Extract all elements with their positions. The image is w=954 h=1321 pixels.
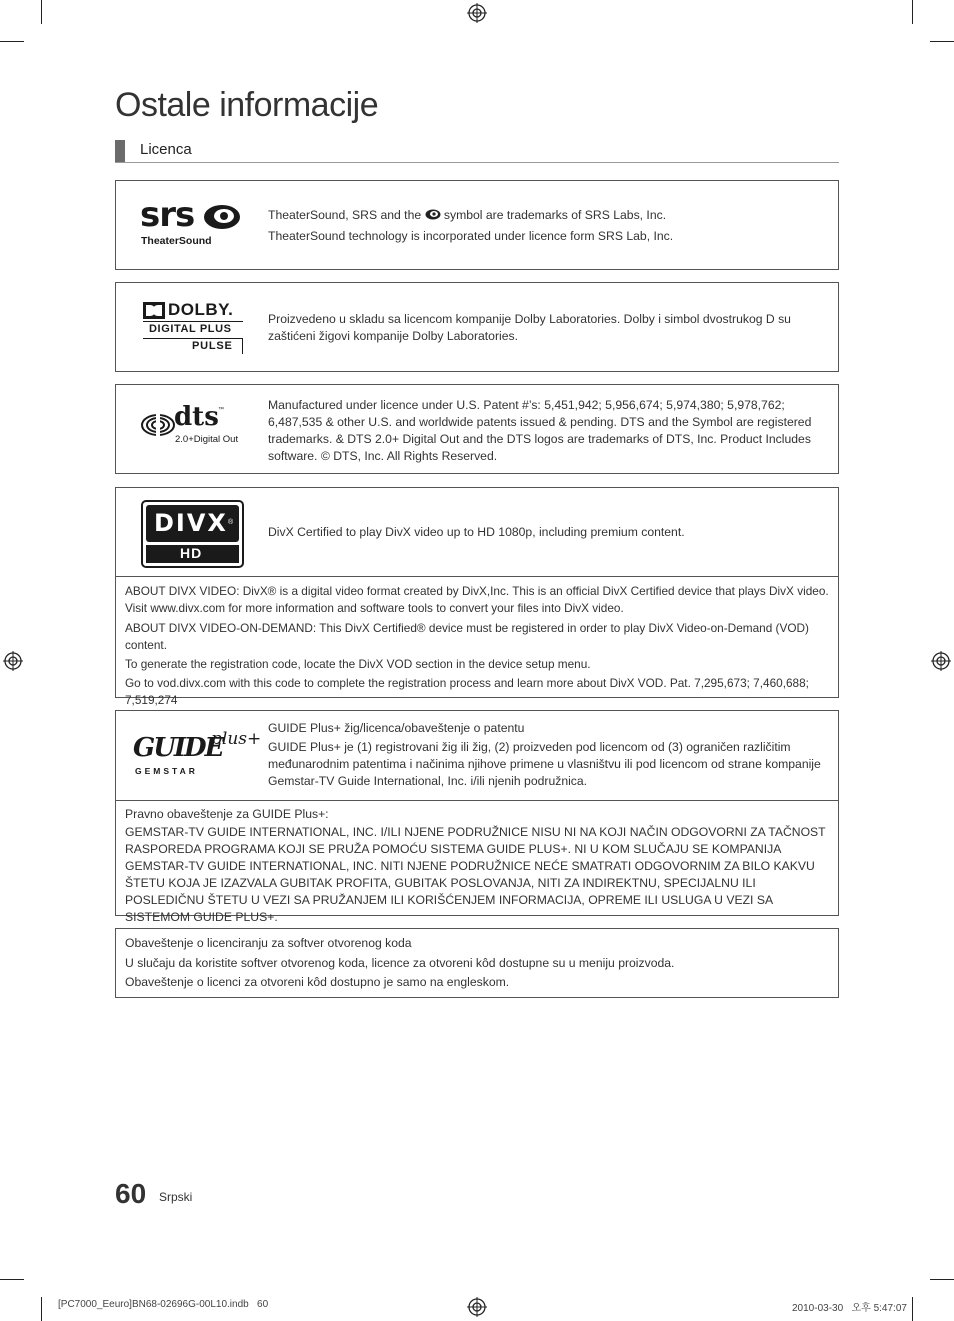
registration-mark-icon bbox=[931, 651, 951, 671]
divx-reg-icon: ® bbox=[228, 519, 234, 526]
guide-plus-logo bbox=[133, 729, 262, 781]
opensource-block bbox=[125, 935, 831, 991]
dolby-double-d-icon bbox=[143, 302, 165, 319]
dts-logo-text: dts bbox=[174, 402, 219, 432]
guide-legal-text: GEMSTAR-TV GUIDE INTERNATIONAL, INC. I/ILI NJENE PODRUŽNICE NISU NI NA KOJI NAČIN ODGOVORNI ZA TAČNOST RASPOREDA PROGRAMA KOJI SE PRUŽA POMOĆU SISTEMA GUIDE PLUS+. NI U KOM SLUČAJU SE KOMPANIJA GEMSTAR-TV GUIDE INTERNATIONAL, INC. NITI NJENE PODRUŽNICE NEĆE SMATRATI ODGOVORNIM ZA BILO KAKVU ŠTETU KOJA JE IZAZVALA GUBITAK PROFITA, GUBITAK POSLOVANJA, NITI ZA INDIREKTNU, SPECIJALNU ILI POSLEDIČNU ŠTETU U VEZI SA PRUŽANJEM ILI KORIŠĆENJEM INFORMACIJA, OPREME ILI USLUGA U VEZI SA SISTEMOM GUIDE PLUS+. bbox=[125, 825, 826, 924]
guide-logo-text: GUIDE bbox=[133, 733, 223, 763]
registration-mark-icon bbox=[467, 3, 487, 23]
dts-tm: ™ bbox=[218, 407, 224, 413]
guide-legal-block bbox=[125, 806, 831, 926]
crop-mark bbox=[912, 0, 913, 24]
dts-logo-sub: 2.0+Digital Out bbox=[175, 434, 239, 445]
dolby-license-box bbox=[115, 282, 839, 372]
crop-mark bbox=[41, 0, 42, 24]
dolby-logo-rule bbox=[143, 321, 243, 322]
divx-text: DivX Certified to play DivX video up to HD 1080p, including premium content. bbox=[268, 525, 685, 539]
page-number: 60 bbox=[115, 1178, 147, 1209]
dts-text: Manufactured under licence under U.S. Patent #’s: 5,451,942; 5,956,674; 5,974,380; 5,978,762; 6,487,535 & other U.S. and worldwide patents issued & pending. DTS and the Symbol are registered trademarks. & DTS 2.0+ Digital Out and the DTS logos are trademarks of DTS, Inc. Product Includes software. © DTS, Inc. All Rights Reserved. bbox=[268, 398, 812, 463]
dts-waves-icon bbox=[140, 412, 176, 438]
guide-logo-plus: plus+ bbox=[211, 729, 262, 749]
divx-about-video: ABOUT DIVX VIDEO: DivX® is a digital video format created by DivX,Inc. This is an official DivX Certified device that plays DivX video. Visit www.divx.com for more information and software tools to convert your files into DivX video. bbox=[125, 584, 829, 615]
crop-mark bbox=[930, 1279, 954, 1280]
divx-logo-top bbox=[146, 505, 239, 542]
section-divider bbox=[115, 162, 839, 163]
divx-details bbox=[125, 583, 829, 709]
srs-symbol-icon bbox=[425, 209, 441, 220]
dolby-logo-rule bbox=[242, 338, 243, 354]
divx-logo-text: DIVX bbox=[154, 509, 228, 537]
page-title: Ostale informacije bbox=[115, 86, 379, 124]
opensource-heading: Obaveštenje o licenciranju za softver otvorenog koda bbox=[125, 936, 412, 950]
divx-hd-logo bbox=[141, 500, 244, 568]
box-divider bbox=[116, 800, 838, 801]
guide-text-block bbox=[268, 720, 828, 790]
box-divider bbox=[116, 576, 838, 577]
srs-line2: TheaterSound technology is incorporated under licence form SRS Lab, Inc. bbox=[268, 229, 674, 243]
registration-mark-icon bbox=[3, 651, 23, 671]
print-footer-date: 2010-03-30 오후 5:47:07 bbox=[792, 1303, 907, 1314]
section-marker bbox=[115, 140, 125, 162]
dolby-text: Proizvedeno u skladu sa licencom kompanije Dolby Laboratories. Dolby i simbol dvostrukog D su zaštićeni žigovi kompanije Dolby Laboratories. bbox=[268, 312, 791, 343]
crop-mark bbox=[0, 41, 24, 42]
opensource-line2: Obaveštenje o licenci za otvoreni kôd dostupno je samo na engleskom. bbox=[125, 975, 510, 989]
srs-logo-text: srs bbox=[140, 195, 195, 235]
srs-logo bbox=[140, 195, 250, 251]
srs-license-box bbox=[115, 180, 839, 270]
dts-logo bbox=[140, 402, 250, 451]
page-language: Srpski bbox=[159, 1190, 193, 1204]
crop-mark bbox=[930, 41, 954, 42]
guide-logo-sub: GEMSTAR bbox=[135, 766, 198, 776]
divx-goto: Go to vod.divx.com with this code to complete the registration process and learn more about DivX VOD. Pat. 7,295,673; 7,460,688; 7,519,274 bbox=[125, 676, 809, 707]
guide-legal-heading: Pravno obaveštenje za GUIDE Plus+: bbox=[125, 807, 329, 821]
dolby-logo-rule bbox=[143, 338, 243, 339]
dts-license-box bbox=[115, 384, 839, 474]
srs-symbol-icon bbox=[202, 203, 242, 231]
divx-registration: To generate the registration code, locate the DivX VOD section in the device setup menu. bbox=[125, 657, 591, 671]
section-title: Licenca bbox=[140, 141, 192, 158]
opensource-line1: U slučaju da koristite softver otvorenog koda, licence za otvoreni kôd dostupne su u meniju proizvoda. bbox=[125, 956, 675, 970]
guide-plus-license-box bbox=[115, 710, 839, 924]
crop-mark bbox=[41, 1297, 42, 1321]
divx-logo-sub: HD bbox=[180, 545, 203, 561]
crop-mark bbox=[912, 1297, 913, 1321]
srs-logo-sub: TheaterSound bbox=[141, 235, 212, 247]
dolby-logo-text: DOLBY. bbox=[168, 300, 234, 319]
srs-line1-end: symbol are trademarks of SRS Labs, Inc. bbox=[443, 208, 667, 222]
guide-text: GUIDE Plus+ je (1) registrovani žig ili žig, (2) proizveden pod licencom od (3) ograničen različitim međunarodnim patentima i načinima njihove primene u vlasništvu ili pod licencom od strane kompanije Gemstar-TV Guide International, Inc. i/ili njenih podružnica. bbox=[268, 740, 821, 788]
dolby-logo bbox=[143, 302, 243, 356]
opensource-license-box bbox=[115, 928, 839, 998]
dolby-logo-line2: DIGITAL PLUS bbox=[149, 323, 232, 335]
divx-logo-bottom bbox=[146, 545, 239, 563]
guide-heading: GUIDE Plus+ žig/licenca/obaveštenje o patentu bbox=[268, 721, 525, 735]
crop-mark bbox=[0, 1279, 24, 1280]
registration-mark-icon bbox=[467, 1297, 487, 1317]
srs-line1-start: TheaterSound, SRS and the bbox=[268, 208, 422, 222]
srs-text bbox=[268, 207, 828, 245]
print-footer-file: [PC7000_Eeuro]BN68-02696G-00L10.indb 60 bbox=[58, 1299, 269, 1310]
dolby-logo-line3: PULSE bbox=[192, 340, 233, 352]
divx-about-vod: ABOUT DIVX VIDEO-ON-DEMAND: This DivX Certified® device must be registered in order to play DivX Video-on-Demand (VOD) content. bbox=[125, 621, 809, 652]
divx-license-box bbox=[115, 487, 839, 707]
